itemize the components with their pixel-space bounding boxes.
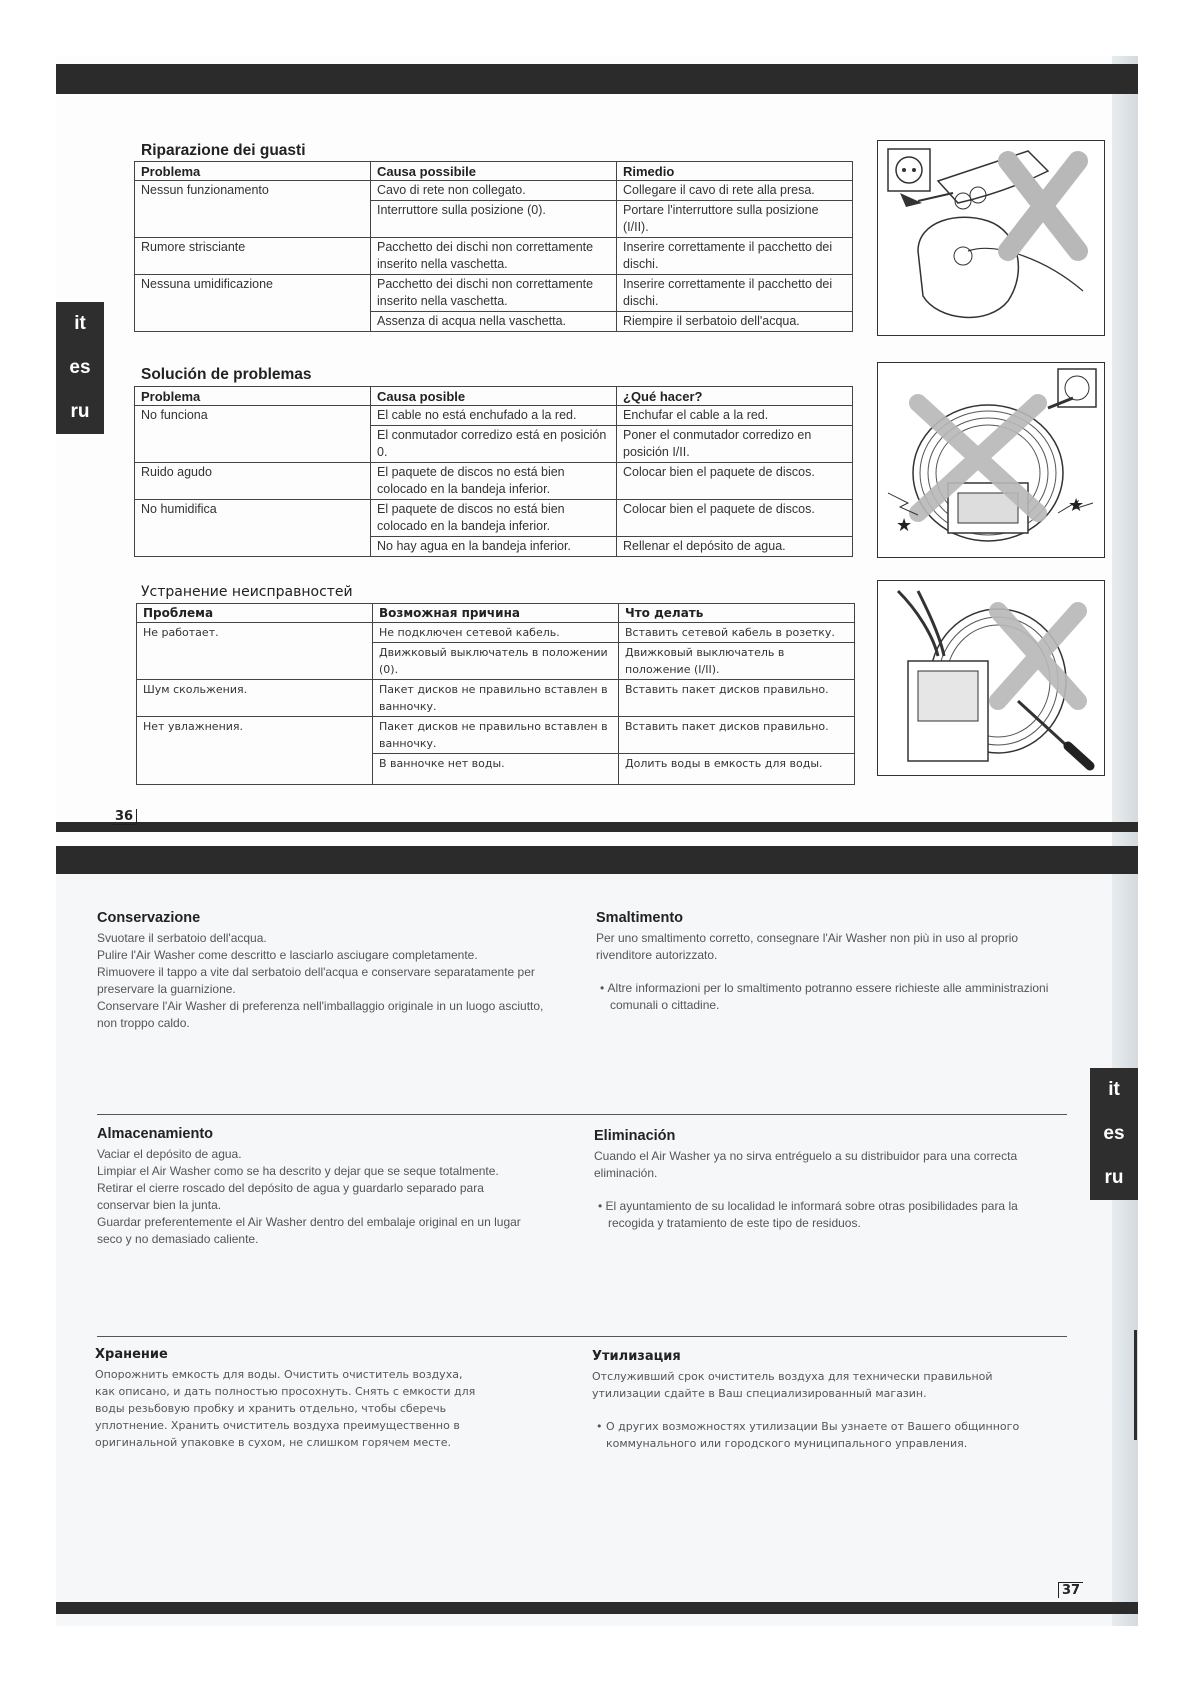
column-header: Problema	[135, 387, 371, 406]
paragraph: Svuotare il serbatoio dell'acqua.	[97, 931, 267, 945]
cause-cell: El cable no está enchufado a la red.	[371, 406, 617, 426]
section-heading: Conservazione	[97, 910, 201, 926]
problem-cell: No funciona	[135, 406, 371, 426]
cause-cell: El paquete de discos no está bien colocado en la bandeja inferior.	[371, 463, 617, 500]
table-row	[135, 238, 853, 275]
utilizacia-section	[592, 1348, 1062, 1452]
table-header-row	[135, 162, 853, 181]
it-table-title: Riparazione dei guasti	[141, 142, 306, 159]
table-row	[137, 643, 855, 680]
side-language-tabs-left	[56, 302, 104, 434]
cause-cell: El paquete de discos no está bien colocado en la bandeja inferior.	[371, 500, 617, 537]
column-header: Causa posible	[371, 387, 617, 406]
remedy-cell: Poner el conmutador corredizo en posición I/II.	[617, 426, 853, 463]
problem-cell: Rumore strisciante	[135, 238, 371, 275]
remedy-cell: Вставить пакет дисков правильно.	[619, 717, 855, 754]
page-number-left: 36	[112, 809, 137, 825]
cause-cell: Interruttore sulla posizione (0).	[371, 201, 617, 238]
bullet-item: • El ayuntamiento de su localidad le informará sobre otras posibilidades para la recogida y tratamiento de este tipo de residuos.	[598, 1199, 1018, 1230]
paragraph: Guardar preferentemente el Air Washer dentro del embalaje original en un lugar seco y no demasiado caliente.	[97, 1215, 521, 1246]
right-edge-marker	[1134, 1330, 1137, 1440]
bullet-item: • Altre informazioni per lo smaltimento potranno essere richieste alle amministrazioni comunali o cittadine.	[600, 981, 1049, 1012]
problem-cell: Не работает.	[137, 623, 373, 643]
paragraph: Опорожнить емкость для воды. Очистить очиститель воздуха, как описано, и дать полностью просохнуть. Снять с емкости для воды резьбовую пробку и хранить отдельно, чтобы сберечь уплотнение. Хранить очиститель воздуха преимущественно в оригинальной упаковке в сухом, не слишком горячем месте.	[95, 1368, 476, 1449]
remedy-cell: Движковый выключатель в положение (I/II).	[619, 643, 855, 680]
svg-text:★: ★	[1068, 495, 1085, 516]
column-header: Problema	[135, 162, 371, 181]
problem-cell	[137, 643, 373, 680]
almacenamiento-section	[97, 1126, 527, 1248]
table-row	[135, 275, 853, 312]
problem-cell: Nessuna umidificazione	[135, 275, 371, 312]
remedy-cell: Collegare il cavo di rete alla presa.	[617, 181, 853, 201]
paragraph: Limpiar el Air Washer como se ha descrito y dejar que se seque totalmente.	[97, 1164, 499, 1178]
figure-unplug-illustration	[877, 140, 1105, 336]
cause-cell: No hay agua en la bandeja inferior.	[371, 537, 617, 557]
table-row	[135, 201, 853, 238]
paragraph: Cuando el Air Washer ya no sirva entréguelo a su distribuidor para una correcta eliminación.	[594, 1149, 1018, 1180]
table-row	[135, 406, 853, 426]
bullet-text: El ayuntamiento de su localidad le informará sobre otras posibilidades para la recogida y tratamiento de este tipo de residuos.	[605, 1199, 1018, 1230]
smaltimento-section	[596, 910, 1056, 1014]
remedy-cell: Portare l'interruttore sulla posizione (I/II).	[617, 201, 853, 238]
section-heading: Smaltimento	[596, 910, 684, 926]
bullet-text: О других возможностях утилизации Вы узнаете от Вашего общинного коммунального или городского муниципального управления.	[606, 1420, 1020, 1450]
tab-es[interactable]: es	[1103, 1123, 1125, 1144]
cause-cell: Не подключен сетевой кабель.	[373, 623, 619, 643]
cause-cell: Pacchetto dei dischi non correttamente inserito nella vaschetta.	[371, 238, 617, 275]
hranenie-section	[95, 1346, 485, 1451]
bullet-item: • О других возможностях утилизации Вы узнаете от Вашего общинного коммунального или городского муниципального управления.	[596, 1420, 1020, 1450]
problem-cell: Нет увлажнения.	[137, 717, 373, 754]
cause-cell: Assenza di acqua nella vaschetta.	[371, 312, 617, 332]
tab-it[interactable]: it	[1108, 1079, 1120, 1100]
lower-page-header-band	[56, 846, 1138, 874]
remedy-cell: Вставить сетевой кабель в розетку.	[619, 623, 855, 643]
paragraph: Conservare l'Air Washer di preferenza nell'imballaggio originale in un luogo asciutto, non troppo caldo.	[97, 999, 544, 1030]
it-troubleshooting-table	[134, 161, 853, 332]
table-row	[137, 754, 855, 785]
cause-cell: El conmutador corredizo está en posición 0.	[371, 426, 617, 463]
problem-cell	[137, 754, 373, 785]
column-header: Возможная причина	[373, 604, 619, 623]
table-row	[135, 500, 853, 537]
column-header: Проблема	[137, 604, 373, 623]
table-row	[135, 537, 853, 557]
cause-cell: Пакет дисков не правильно вставлен в ванночку.	[373, 717, 619, 754]
column-header: ¿Qué hacer?	[617, 387, 853, 406]
section-divider	[97, 1336, 1067, 1337]
remedy-cell: Rellenar el depósito de agua.	[617, 537, 853, 557]
table-header-row	[135, 387, 853, 406]
table-header-row	[137, 604, 855, 623]
column-header: Causa possibile	[371, 162, 617, 181]
paragraph: Per uno smaltimento corretto, consegnare l'Air Washer non più in uso al proprio rivenditore autorizzato.	[596, 931, 1019, 962]
disc-pack-drawing	[878, 363, 1104, 557]
problem-cell: Nessun funzionamento	[135, 181, 371, 201]
cause-cell: Движковый выключатель в положении (0).	[373, 643, 619, 680]
bullet-text: Altre informazioni per lo smaltimento potranno essere richieste alle amministrazioni comunali o cittadine.	[607, 981, 1049, 1012]
paragraph: Отслуживший срок очиститель воздуха для технически правильной утилизации сдайте в Ваш специализированный магазин.	[592, 1370, 993, 1400]
tab-it[interactable]: it	[74, 313, 86, 334]
section-heading: Almacenamiento	[97, 1126, 214, 1142]
figure-disc-pack-illustration	[877, 362, 1105, 558]
tab-ru[interactable]: ru	[70, 401, 90, 422]
problem-cell	[135, 201, 371, 238]
problem-cell: Шум скольжения.	[137, 680, 373, 717]
table-row	[135, 463, 853, 500]
svg-text:★: ★	[896, 515, 913, 536]
upper-page-bottom-band	[56, 822, 1138, 832]
remedy-cell: Colocar bien el paquete de discos.	[617, 463, 853, 500]
problem-cell	[135, 426, 371, 463]
figure-tools-illustration	[877, 580, 1105, 776]
page-number-right: 37	[1058, 1582, 1083, 1598]
column-header: Rimedio	[617, 162, 853, 181]
cause-cell: Cavo di rete non collegato.	[371, 181, 617, 201]
plug-socket-drawing	[878, 141, 1104, 335]
paragraph: Vaciar el depósito de agua.	[97, 1147, 242, 1161]
table-row	[135, 181, 853, 201]
table-row	[137, 717, 855, 754]
remedy-cell: Inserire correttamente il pacchetto dei dischi.	[617, 238, 853, 275]
conservazione-section	[97, 910, 547, 1032]
problem-cell	[135, 312, 371, 332]
section-heading: Хранение	[95, 1347, 168, 1362]
ru-table-title: Устранение неисправностей	[141, 584, 353, 600]
table-row	[135, 312, 853, 332]
paragraph: Retirar el cierre roscado del depósito de agua y guardarlo separado para conservar bien la junta.	[97, 1181, 484, 1212]
table-row	[137, 623, 855, 643]
problem-cell: Ruido agudo	[135, 463, 371, 500]
problem-cell: No humidifica	[135, 500, 371, 537]
es-troubleshooting-table	[134, 386, 853, 557]
remedy-cell: Долить воды в емкость для воды.	[619, 754, 855, 785]
remedy-cell: Enchufar el cable a la red.	[617, 406, 853, 426]
cause-cell: Pacchetto dei dischi non correttamente inserito nella vaschetta.	[371, 275, 617, 312]
section-heading: Eliminación	[594, 1128, 676, 1144]
problem-cell	[135, 537, 371, 557]
tab-ru[interactable]: ru	[1104, 1167, 1124, 1188]
tab-es[interactable]: es	[69, 357, 91, 378]
cause-cell: В ванночке нет воды.	[373, 754, 619, 785]
paragraph: Rimuovere il tappo a vite dal serbatoio dell'acqua e conservare separatamente per preservare la guarnizione.	[97, 965, 535, 996]
column-header: Что делать	[619, 604, 855, 623]
side-language-tabs-right	[1090, 1068, 1138, 1200]
cause-cell: Пакет дисков не правильно вставлен в ванночку.	[373, 680, 619, 717]
top-header-band	[56, 64, 1138, 94]
lower-page-bottom-band	[56, 1602, 1138, 1614]
section-divider	[97, 1114, 1067, 1115]
remedy-cell: Riempire il serbatoio dell'acqua.	[617, 312, 853, 332]
section-heading: Утилизация	[592, 1349, 681, 1364]
paragraph: Pulire l'Air Washer come descritto e lasciarlo asciugare completamente.	[97, 948, 478, 962]
remedy-cell: Inserire correttamente il pacchetto dei dischi.	[617, 275, 853, 312]
ru-troubleshooting-table	[136, 603, 855, 785]
eliminacion-section	[594, 1128, 1054, 1232]
table-row	[135, 426, 853, 463]
es-table-title: Solución de problemas	[141, 366, 312, 383]
tools-drawing	[878, 581, 1104, 775]
table-row	[137, 680, 855, 717]
remedy-cell: Вставить пакет дисков правильно.	[619, 680, 855, 717]
remedy-cell: Colocar bien el paquete de discos.	[617, 500, 853, 537]
